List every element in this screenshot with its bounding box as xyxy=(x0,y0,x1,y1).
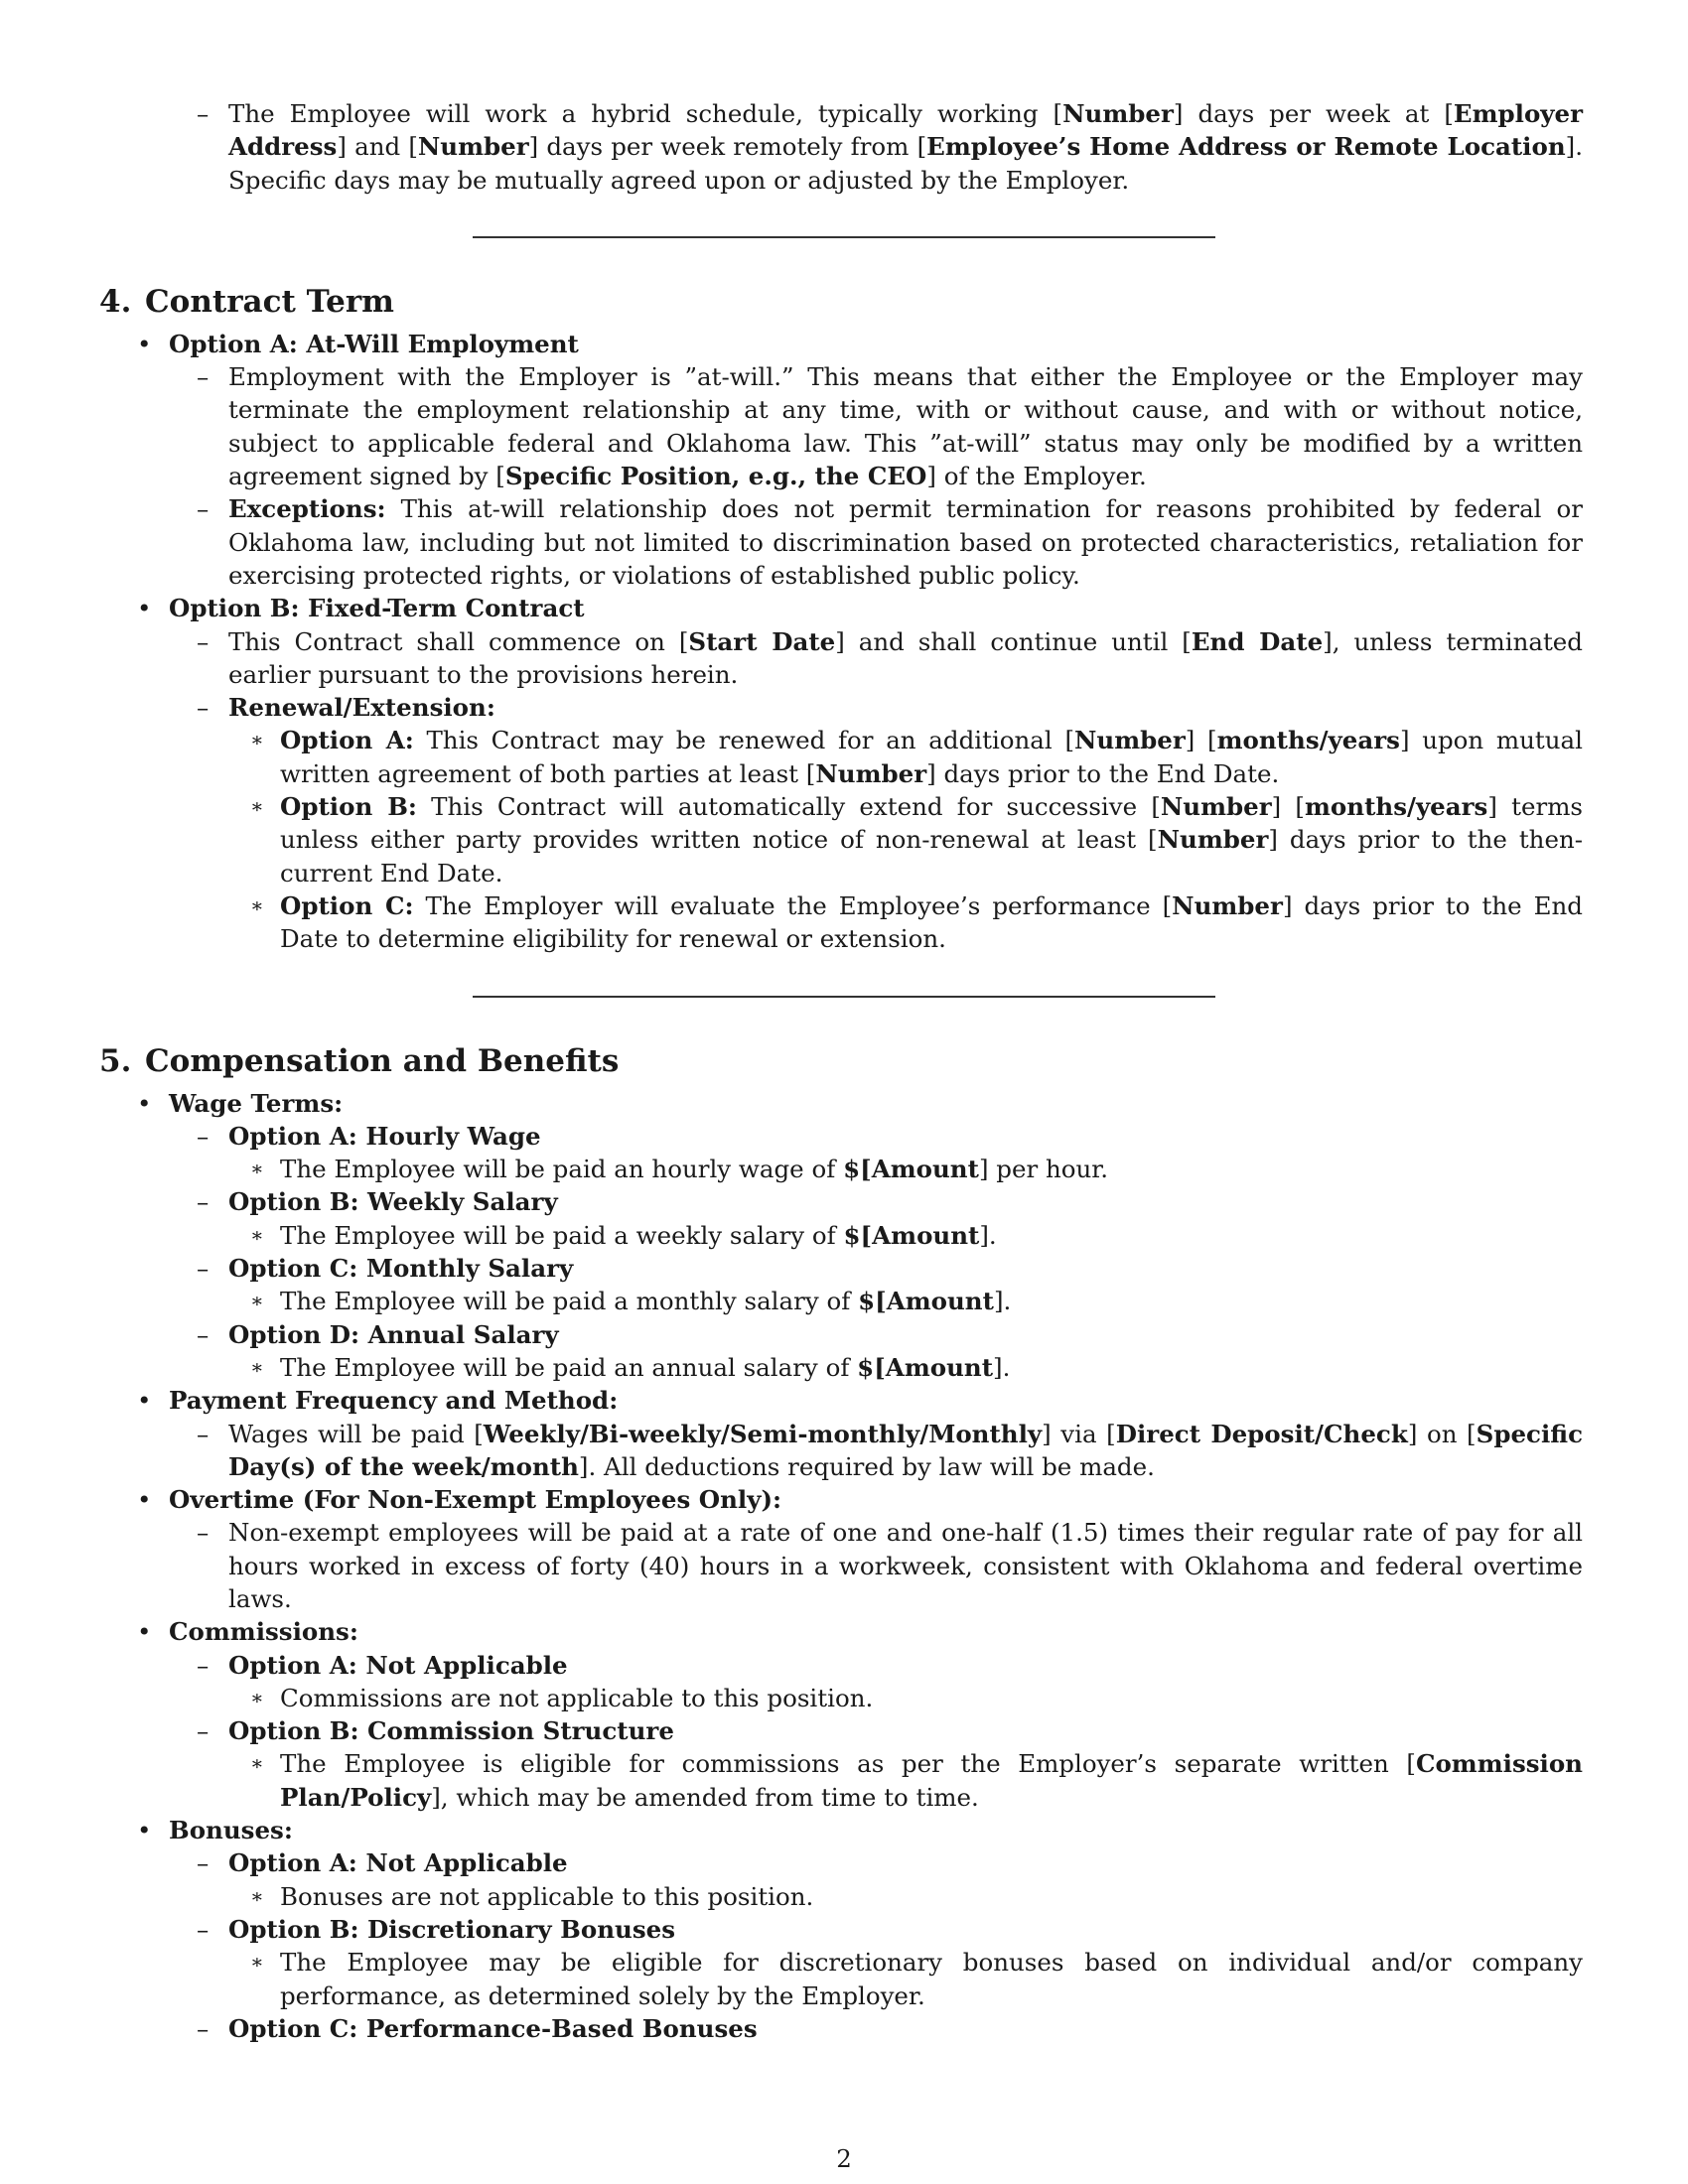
placeholder: Employer Address xyxy=(228,99,1584,162)
placeholder: Commission Plan/Policy xyxy=(280,1749,1583,1812)
text: This at-will relationship does not permit termination for reasons prohibited by federal or Oklahoma law, including but not limited to discrimination based on protected characteristics, retaliation for exercising protected rights, or violations of established public policy. xyxy=(228,494,1583,590)
option-label: Option C: Monthly Salary xyxy=(228,1254,574,1284)
section-divider xyxy=(473,236,1215,238)
dash-marker: – xyxy=(197,1254,210,1284)
dash-marker: – xyxy=(197,99,210,128)
text: ] days per week remotely from [ xyxy=(528,132,927,162)
payment-frequency-item xyxy=(99,1384,1583,1417)
text: ], which may be amended from time to time. xyxy=(431,1782,979,1812)
bullet-marker: • xyxy=(137,1485,152,1515)
wage-option-d-text xyxy=(99,1351,1583,1384)
text: Wages will be paid [ xyxy=(228,1419,484,1448)
commission-option-b xyxy=(99,1714,1583,1747)
placeholder: Number xyxy=(417,132,529,162)
option-label: Option C: xyxy=(280,890,414,920)
option-label: Option D: Annual Salary xyxy=(228,1319,559,1349)
text: ] via [ xyxy=(1042,1419,1116,1448)
text: This Contract shall commence on [ xyxy=(228,626,689,656)
option-label: Option B: Commission Structure xyxy=(228,1716,674,1746)
text: Non-exempt employees will be paid at a rate of one and one-half (1.5) times their regular rate of pay for all hours worked in excess of forty (40) hours in a workweek, consistent with Oklahoma and federal overtime laws. xyxy=(228,1518,1583,1613)
placeholder: Specific Position, e.g., the CEO xyxy=(504,462,927,491)
text: This Contract may be renewed for an additional [ xyxy=(413,726,1075,755)
text: The Employee will work a hybrid schedule, typically working [ xyxy=(228,99,1063,128)
commission-option-a-text xyxy=(99,1682,1583,1714)
dash-marker: – xyxy=(197,1187,210,1217)
overtime-item xyxy=(99,1483,1583,1516)
text: Employment with the Employer is ”at-will.” This means that either the Employee or the Employer may terminate the employment relationship at any time, with or without cause, and with or without notice, subject to applicable federal and Oklahoma law. This ”at-will” status may only be modified by a written agreement signed by [ xyxy=(228,362,1583,491)
text: The Employee will be paid an hourly wage of xyxy=(280,1155,844,1184)
fixed-term-paragraph xyxy=(99,625,1583,692)
placeholder: Employee’s Home Address or Remote Location xyxy=(926,132,1566,162)
bullet-marker: • xyxy=(137,1617,152,1647)
section-title: Compensation and Benefits xyxy=(145,1042,620,1079)
bonus-option-b-text xyxy=(99,1946,1583,2012)
star-marker: ∗ xyxy=(250,794,264,819)
placeholder: Number xyxy=(1172,890,1283,920)
bullet-marker: • xyxy=(137,1816,152,1845)
text: This Contract will automatically extend for successive [ xyxy=(416,792,1161,822)
text: ] days per week at [ xyxy=(1173,99,1454,128)
wage-option-a xyxy=(99,1120,1583,1153)
placeholder: $[Amount xyxy=(857,1352,994,1382)
text: ] days prior to the End Date. xyxy=(926,758,1280,788)
bonus-option-c xyxy=(99,2012,1583,2045)
text: The Employee may be eligible for discretionary bonuses based on individual and/or company performance, as determined solely by the Employer. xyxy=(280,1948,1583,2010)
contract-option-b xyxy=(99,592,1583,624)
dash-marker: – xyxy=(197,693,210,723)
option-label: Option A: Hourly Wage xyxy=(228,1121,541,1151)
dash-marker: – xyxy=(197,362,210,392)
bullet-marker: • xyxy=(137,1386,152,1416)
dash-marker: – xyxy=(197,1518,210,1548)
placeholder: $[Amount xyxy=(858,1287,994,1316)
text: ], unless terminated earlier pursuant to the provisions herein. xyxy=(228,626,1583,689)
text: ] [ xyxy=(1185,726,1217,755)
payment-frequency-text xyxy=(99,1418,1583,1484)
placeholder: Direct Deposit/Check xyxy=(1115,1419,1408,1448)
text: ]. xyxy=(993,1352,1011,1382)
text: ]. Specific days may be mutually agreed upon or adjusted by the Employer. xyxy=(228,132,1583,195)
option-label: Option A: Not Applicable xyxy=(228,1650,568,1680)
dash-marker: – xyxy=(197,1650,210,1680)
wage-option-b xyxy=(99,1185,1583,1218)
text: ] terms unless either party provides written notice of non-renewal at least [ xyxy=(280,792,1583,855)
text: ] per hour. xyxy=(978,1155,1109,1184)
placeholder: Number xyxy=(1160,792,1272,822)
option-label: Option B: Discretionary Bonuses xyxy=(228,1914,675,1944)
star-marker: ∗ xyxy=(250,1883,264,1908)
placeholder: months/years xyxy=(1216,726,1400,755)
dash-marker: – xyxy=(197,1716,210,1746)
text: ] days prior to the End Date to determine eligibility for renewal or extension. xyxy=(280,890,1583,954)
payment-frequency-label: Payment Frequency and Method: xyxy=(169,1386,619,1416)
star-marker: ∗ xyxy=(250,1685,264,1709)
text: Bonuses are not applicable to this position. xyxy=(280,1881,814,1911)
placeholder: Start Date xyxy=(688,626,836,656)
renewal-option-a xyxy=(99,724,1583,790)
contract-option-a xyxy=(99,328,1583,360)
placeholder: Number xyxy=(1157,825,1269,855)
wage-terms-item xyxy=(99,1087,1583,1120)
exceptions-label: Exceptions: xyxy=(228,494,386,524)
wage-option-a-text xyxy=(99,1153,1583,1185)
dash-marker: – xyxy=(197,1419,210,1448)
wage-terms-label: Wage Terms: xyxy=(169,1088,344,1118)
text: The Employee will be paid a monthly salary of xyxy=(280,1287,859,1316)
placeholder: $[Amount xyxy=(843,1155,979,1184)
text: ]. All deductions required by law will be made. xyxy=(578,1451,1155,1481)
text: ] days prior to the then-current End Date. xyxy=(280,825,1583,887)
placeholder: End Date xyxy=(1191,626,1324,656)
bonuses-label: Bonuses: xyxy=(169,1816,293,1845)
text: ]. xyxy=(993,1287,1012,1316)
wage-option-b-text xyxy=(99,1219,1583,1252)
section-title: Contract Term xyxy=(145,283,394,320)
placeholder: Number xyxy=(1062,99,1174,128)
dash-marker: – xyxy=(197,1914,210,1944)
bonuses-item xyxy=(99,1814,1583,1846)
text: The Employee will be paid an annual salary of xyxy=(280,1352,858,1382)
star-marker: ∗ xyxy=(250,1157,264,1181)
section-5-heading xyxy=(99,1041,1583,1081)
bonus-option-b xyxy=(99,1913,1583,1946)
overtime-label: Overtime (For Non-Exempt Employees Only): xyxy=(169,1485,782,1515)
commissions-item xyxy=(99,1615,1583,1648)
placeholder: Number xyxy=(1074,726,1186,755)
text: ] on [ xyxy=(1407,1419,1477,1448)
placeholder: months/years xyxy=(1305,792,1488,822)
dash-marker: – xyxy=(197,494,210,524)
section-divider xyxy=(473,996,1215,998)
at-will-paragraph xyxy=(99,360,1583,492)
star-marker: ∗ xyxy=(250,728,264,752)
bullet-marker: • xyxy=(137,329,152,358)
dash-marker: – xyxy=(197,626,210,656)
dash-marker: – xyxy=(197,1121,210,1151)
star-marker: ∗ xyxy=(250,1289,264,1313)
dash-marker: – xyxy=(197,2013,210,2043)
text: ]. xyxy=(979,1220,997,1250)
placeholder: Number xyxy=(815,758,927,788)
text: ] and shall continue until [ xyxy=(835,626,1192,656)
star-marker: ∗ xyxy=(250,1751,264,1776)
section-4-heading xyxy=(99,282,1583,322)
placeholder: Weekly/Bi-weekly/Semi-monthly/Monthly xyxy=(483,1419,1043,1448)
placeholder: Specific Day(s) of the week/month xyxy=(228,1419,1583,1481)
option-label: Option B: Fixed-Term Contract xyxy=(169,594,585,623)
option-label: Option B: xyxy=(280,792,417,822)
commission-option-a xyxy=(99,1649,1583,1682)
commissions-label: Commissions: xyxy=(169,1617,358,1647)
wage-option-c-text xyxy=(99,1285,1583,1317)
text: The Employee will be paid a weekly salary of xyxy=(280,1220,844,1250)
renewal-label: Renewal/Extension: xyxy=(228,693,495,723)
bonus-option-a-text xyxy=(99,1880,1583,1913)
star-marker: ∗ xyxy=(250,892,264,917)
renewal-option-c xyxy=(99,889,1583,956)
text: ] upon mutual written agreement of both parties at least [ xyxy=(280,726,1583,788)
bullet-marker: • xyxy=(137,1088,152,1118)
dash-marker: – xyxy=(197,1319,210,1349)
text: ] [ xyxy=(1271,792,1305,822)
page-number: 2 xyxy=(836,2144,852,2173)
text: ] of the Employer. xyxy=(926,462,1147,491)
star-marker: ∗ xyxy=(250,1950,264,1975)
option-label: Option C: Performance-Based Bonuses xyxy=(228,2013,758,2043)
text: ] and [ xyxy=(337,132,418,162)
wage-option-d xyxy=(99,1318,1583,1351)
text: The Employee is eligible for commissions as per the Employer’s separate written [ xyxy=(280,1749,1416,1779)
text: The Employer will evaluate the Employee’s performance [ xyxy=(413,890,1173,920)
hybrid-schedule-item xyxy=(99,97,1583,197)
renewal-heading xyxy=(99,691,1583,724)
wage-option-c xyxy=(99,1252,1583,1285)
placeholder: $[Amount xyxy=(843,1220,980,1250)
renewal-option-b xyxy=(99,790,1583,889)
section-number: 4. xyxy=(99,283,132,320)
overtime-text xyxy=(99,1516,1583,1615)
bonus-option-a xyxy=(99,1846,1583,1879)
section-number: 5. xyxy=(99,1042,132,1079)
commission-option-b-text xyxy=(99,1747,1583,1814)
dash-marker: – xyxy=(197,1848,210,1878)
option-label: Option A: At-Will Employment xyxy=(169,329,579,358)
text: Commissions are not applicable to this position. xyxy=(280,1683,874,1712)
option-label: Option A: xyxy=(280,726,414,755)
bullet-marker: • xyxy=(137,594,152,623)
option-label: Option B: Weekly Salary xyxy=(228,1187,558,1217)
exceptions-paragraph xyxy=(99,492,1583,592)
star-marker: ∗ xyxy=(250,1222,264,1247)
option-label: Option A: Not Applicable xyxy=(228,1848,568,1878)
star-marker: ∗ xyxy=(250,1354,264,1379)
